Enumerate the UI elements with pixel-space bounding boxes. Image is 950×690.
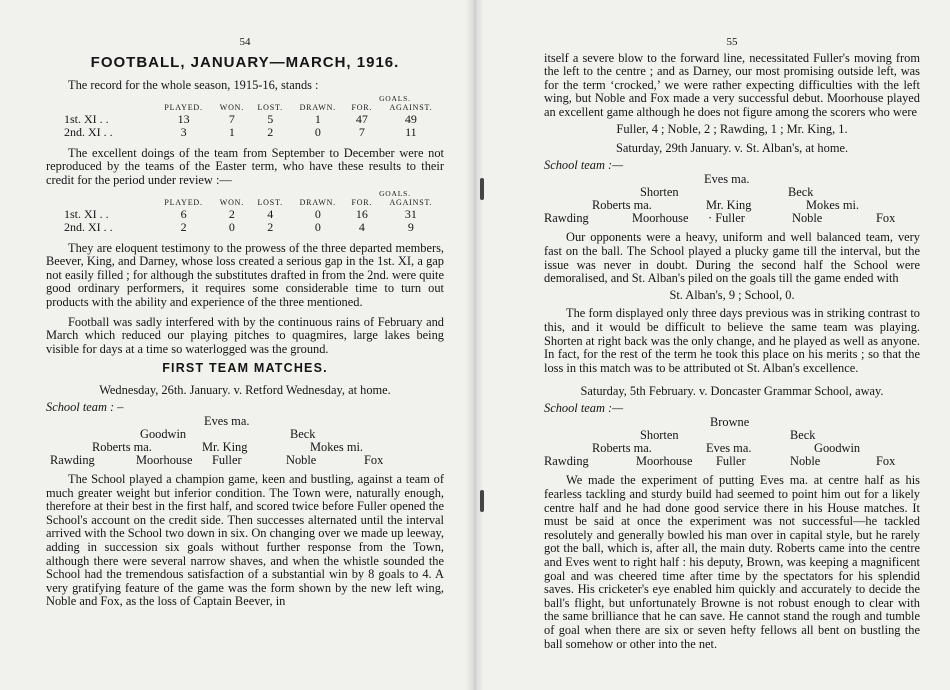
player-back-left: Shorten [640, 428, 679, 443]
paragraph: itself a severe blow to the forward line, necessitated Fuller's moving from the left to the centre ; and as Darney, our most promising outside left, was for the term ‘crocked,’ we were rather expecting difficulties with the left wing, but Noble and Fox made a very successful debut. Moorhouse played an excellent game although he does not figure among the scorers who were [544, 50, 920, 119]
school-team-label: School team :— [544, 400, 624, 415]
player-forward: Rawding [50, 453, 95, 468]
left-page [0, 0, 472, 690]
col-header: WON. [219, 102, 245, 112]
team-formation [46, 415, 444, 469]
table-cell: 0 [314, 124, 321, 139]
goals-header: GOALS. [379, 93, 411, 103]
table-cell: 2 [180, 219, 187, 234]
player-forward: Rawding [544, 211, 589, 226]
player-forward: Rawding [544, 454, 589, 469]
section-title: FIRST TEAM MATCHES. [162, 361, 328, 376]
col-header: FOR. [351, 102, 373, 112]
paragraph: The form displayed only three days previous was in striking contrast to this, and it would be difficult to believe the same team was playing. Shorten at right back was the only change, and he played as well as anyone. In fact, for the rest of the term he took this place on his merits ; so that the loss in this match was to be attributed ot St. Alban's excellence. [544, 306, 920, 375]
paragraph: Football was sadly interfered with by the continuous rains of February and March which reduced our playing pitches to quagmires, large lakes being visible for days at a time so waterlogged was the ground. [46, 314, 444, 356]
table-cell: 31 [404, 206, 417, 221]
col-header: PLAYED. [164, 102, 203, 112]
col-header: WON. [219, 197, 245, 207]
page-number-right: 55 [726, 36, 738, 48]
table-row [46, 221, 444, 234]
scorers: Fuller, 4 ; Noble, 2 ; Rawding, 1 ; Mr. King, 1. [616, 121, 848, 136]
table-cell: 13 [177, 111, 190, 126]
col-header: DRAWN. [299, 102, 336, 112]
player-half-centre: Eves ma. [706, 441, 752, 456]
team-label: 2nd. XI . . [64, 219, 113, 234]
paragraph: They are eloquent testimony to the prowess of the three departed members, Beever, King, and Darney, whose loss created a serious gap in the 1st. XI, a gap not easily filled ; for although the substitutes drafted in from the 2nd. were quite good ordinary performers, it requires some considerable time to turn out products with the ability and experience of the three mentioned. [46, 240, 444, 309]
table-cell: 1 [228, 124, 235, 139]
player-forward: Noble [792, 211, 823, 226]
player-forward: Fox [876, 454, 896, 469]
season-record-table [46, 94, 444, 139]
match-result: St. Alban's, 9 ; School, 0. [669, 287, 795, 302]
table-cell: 7 [358, 124, 365, 139]
table-cell: 5 [267, 111, 274, 126]
table-cell: 6 [180, 206, 187, 221]
table-cell: 1 [314, 111, 321, 126]
player-forward: Noble [286, 453, 317, 468]
table-cell: 4 [358, 219, 365, 234]
table-cell: 0 [228, 219, 235, 234]
table-cell: 16 [355, 206, 368, 221]
right-page [474, 0, 950, 690]
table-cell: 2 [267, 124, 274, 139]
player-half-left: Roberts ma. [592, 441, 652, 456]
col-header: PLAYED. [164, 197, 203, 207]
team-label: 1st. XI . . [64, 111, 109, 126]
player-half-right: Mokes mi. [310, 440, 364, 455]
player-half-centre: Mr. King [706, 198, 752, 213]
player-forward: Moorhouse [136, 453, 193, 468]
match-date: Saturday, 5th February. v. Doncaster Grammar School, away. [580, 384, 884, 399]
table-cell: 3 [180, 124, 187, 139]
player-forward: · Fuller [708, 211, 745, 226]
match-date: Saturday, 29th January. v. St. Alban's, at home. [615, 141, 849, 156]
col-header: AGAINST. [389, 102, 433, 112]
paragraph: Our opponents were a heavy, uniform and well balanced team, very fast on the ball. The School played a plucky game till the interval, but the issue was never in doubt. During the second half the School were demoralised, and St. Alban's piled on the goals till the game ended with [544, 230, 920, 286]
season-record-intro: The record for the whole season, 1915-16, stands : [68, 78, 319, 93]
player-forward: Fuller [212, 453, 242, 468]
table-row [46, 113, 444, 126]
player-goal: Eves ma. [204, 414, 250, 429]
paragraph: We made the experiment of putting Eves ma. at centre half as his fearless tackling and sturdy build had seemed to point him out for a likely centre half and he had done good service there in his House matches. It must be said at once the experiment was not successful—he tackled resolutely and generally bowled his man over in capital style, but he rarely got the ball, which is, after all, the main duty. Roberts came into the centre and Eves went to right half : his deputy, Brown, was keeping a magnificent goal and was cheered time after time by the spectators for his splendid saves. His cricketer's eye enabled him quickly and accurately to decide the ball's flight, but unfortunately Browne is not robust enough to clear with the same brilliance that he can save. He cannot stand the rough and tumble of goal when there are six or seven hefty fellows all bent on bustling the ball somehow or other into the net. [544, 473, 920, 651]
player-half-left: Roberts ma. [592, 198, 652, 213]
page-title: FOOTBALL, JANUARY—MARCH, 1916. [90, 53, 400, 71]
team-label: 1st. XI . . [64, 206, 109, 221]
page-number-left: 54 [239, 36, 251, 48]
table-cell: 11 [405, 124, 417, 139]
table-cell: 47 [355, 111, 368, 126]
player-back-right: Beck [788, 185, 814, 200]
team-formation [544, 173, 920, 227]
team-formation [544, 416, 920, 470]
table-cell: 9 [407, 219, 414, 234]
school-team-label: School team : – [46, 399, 124, 414]
player-half-centre: Mr. King [202, 440, 248, 455]
player-forward: Fuller [716, 454, 746, 469]
player-half-right: Mokes mi. [806, 198, 860, 213]
table-cell: 2 [267, 219, 274, 234]
table-row [46, 126, 444, 139]
player-back-right: Beck [290, 427, 316, 442]
player-forward: Moorhouse [636, 454, 693, 469]
player-forward: Fox [364, 453, 384, 468]
player-forward: Fox [876, 211, 896, 226]
col-header: AGAINST. [389, 197, 433, 207]
player-back-left: Shorten [640, 185, 679, 200]
player-back-left: Goodwin [140, 427, 187, 442]
col-header: LOST. [257, 197, 283, 207]
match-date: Wednesday, 26th. January. v. Retford Wednesday, at home. [99, 382, 391, 397]
table-cell: 4 [267, 206, 274, 221]
table-cell: 0 [314, 219, 321, 234]
table-cell: 49 [404, 111, 417, 126]
table-cell: 2 [228, 206, 235, 221]
player-back-right: Beck [790, 428, 816, 443]
team-label: 2nd. XI . . [64, 124, 113, 139]
player-forward: Moorhouse [632, 211, 689, 226]
goals-header: GOALS. [379, 188, 411, 198]
school-team-label: School team :— [544, 157, 624, 172]
table-cell: 0 [314, 206, 321, 221]
player-goal: Browne [710, 415, 750, 430]
player-forward: Noble [790, 454, 821, 469]
table-cell: 7 [228, 111, 235, 126]
term-record-table [46, 189, 444, 234]
col-header: DRAWN. [299, 197, 336, 207]
paragraph: The School played a champion game, keen and bustling, against a team of much greater weight but inferior condition. The Town were, naturally enough, therefore at their best in the first half, and scored twice before Fuller opened the School's account on the credit side. Then successes alternated until the interval arrived with the School two down in six. On changing over we made up leeway, adding in succession six goals without further response from the Town, although there were several narrow shaves, and when the whistle sounded the School had the tremendous satisfaction of a substantial win by 8 goals to 4. A very gratifying feature of the game was the form shown by the new left wing, Noble and Fox, as the loss of Captain Beever, in [46, 472, 444, 609]
paragraph: The excellent doings of the team from September to December were not reproduced by the teams of the Easter term, who have these results to their credit for the period under review :— [46, 145, 444, 187]
table-row [46, 208, 444, 221]
col-header: FOR. [351, 197, 373, 207]
col-header: LOST. [257, 102, 283, 112]
player-half-left: Roberts ma. [92, 440, 152, 455]
player-goal: Eves ma. [704, 172, 750, 187]
player-half-right: Goodwin [814, 441, 861, 456]
